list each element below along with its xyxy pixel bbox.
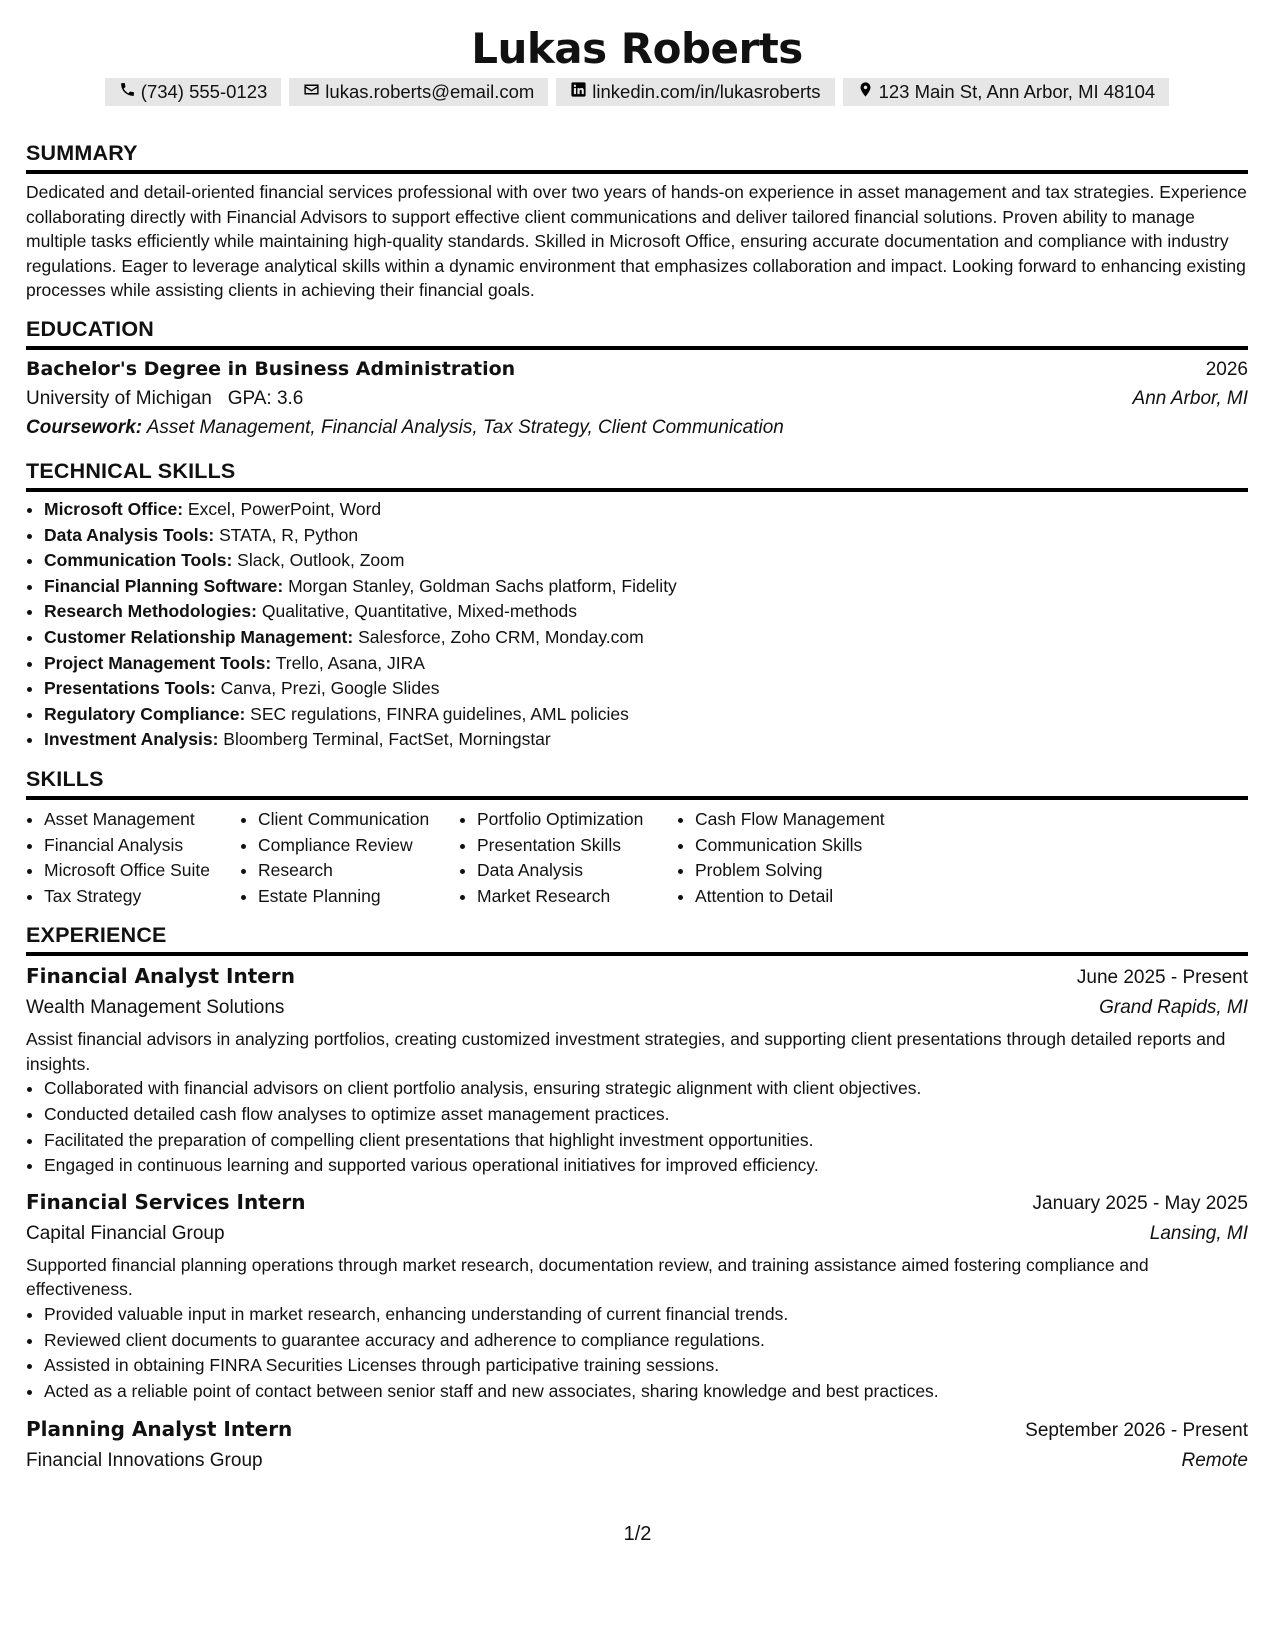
contact-bar	[26, 78, 1248, 106]
coursework-label: Coursework:	[26, 416, 143, 438]
job-location: Lansing, MI	[1149, 1222, 1248, 1244]
list-item: • Estate Planning	[258, 884, 459, 910]
list-item: • Asset Management	[44, 807, 240, 833]
list-item: • Regulatory Compliance: SEC regulations, FINRA guidelines, AML policies	[44, 702, 1248, 728]
list-item: • Compliance Review	[258, 833, 459, 859]
address-text: 123 Main St, Ann Arbor, MI 48104	[878, 81, 1156, 102]
list-item: • Project Management Tools: Trello, Asana, JIRA	[44, 651, 1248, 677]
list-item: • Financial Analysis	[44, 833, 240, 859]
list-item: • Reviewed client documents to guarantee accuracy and adherence to compliance regulations.	[44, 1328, 1248, 1354]
list-item: • Communication Tools: Slack, Outlook, Zoom	[44, 548, 1248, 574]
summary-section	[26, 140, 1248, 303]
location-pin-icon	[857, 78, 874, 106]
job-location: Remote	[1181, 1450, 1248, 1472]
job-description: Supported financial planning operations through market research, documentation review, and training assistance aimed fostering compliance and effectiveness.	[26, 1254, 1149, 1300]
phone-icon	[119, 78, 136, 106]
skills-grid	[26, 807, 1248, 909]
technical-skills-heading: TECHNICAL SKILLS	[26, 458, 1248, 492]
coursework-line	[26, 413, 1248, 442]
list-item: • Provided valuable input in market research, enhancing understanding of current financial trends.	[44, 1302, 1248, 1328]
education-row-school	[26, 384, 1248, 413]
school-name: University of Michigan	[26, 387, 212, 409]
education-section	[26, 316, 1248, 442]
envelope-icon	[303, 78, 320, 106]
list-item: • Research	[258, 858, 459, 884]
technical-skills-section	[26, 458, 1248, 753]
company-name: Financial Innovations Group	[26, 1450, 263, 1472]
technical-skills-list	[26, 497, 1248, 753]
contact-phone[interactable]	[105, 78, 282, 106]
summary-text: Dedicated and detail-oriented financial services professional with over two years of hands-on experience in asset management and tax strategies. Experience collaborating directly with Financial Advisors to support effective client communications and deliver tailored financial solutions. Proven ability to manage multiple tasks efficiently while maintaining high-quality standards. Skilled in Microsoft Office, ensuring accurate documentation and compliance with industry regulations. Eager to leverage analytical skills within a dynamic environment that emphasizes collaboration and impact. Looking forward to enhancing existing processes while assisting clients in achieving their financial goals.	[26, 182, 1247, 301]
job-title: Financial Analyst Intern	[26, 964, 295, 989]
list-item: • Acted as a reliable point of contact between senior staff and new associates, sharing knowledge and best practices.	[44, 1379, 1248, 1405]
job-title: Financial Services Intern	[26, 1189, 306, 1214]
experience-section	[26, 922, 1248, 1476]
resume-page	[26, 0, 1248, 1476]
job-description: Assist financial advisors in analyzing portfolios, creating customized investment strategies, and supporting client presentations through detailed reports and insights.	[26, 1029, 1226, 1074]
list-item: • Communication Skills	[695, 833, 935, 859]
skills-column-1	[26, 807, 240, 909]
contact-linkedin[interactable]	[556, 78, 834, 106]
job-bullets	[26, 1302, 1248, 1404]
list-item: • Portfolio Optimization	[477, 807, 677, 833]
education-row-degree	[26, 355, 1248, 384]
graduation-year: 2026	[1205, 358, 1248, 380]
email-text: lukas.roberts@email.com	[325, 81, 535, 102]
school-info	[26, 384, 303, 413]
list-item: • Data Analysis	[477, 858, 677, 884]
list-item: • Facilitated the preparation of compelling client presentations that highlight investment opportunities.	[44, 1128, 1248, 1154]
coursework-list: Asset Management, Financial Analysis, Tax Strategy, Client Communication	[146, 416, 784, 438]
linkedin-text: linkedin.com/in/lukasroberts	[592, 81, 821, 102]
list-item: • Customer Relationship Management: Salesforce, Zoho CRM, Monday.com	[44, 625, 1248, 651]
skills-column-4	[677, 807, 935, 909]
gpa: GPA: 3.6	[227, 387, 304, 409]
degree-title: Bachelor's Degree in Business Administration	[26, 357, 516, 380]
job-entry-1	[26, 961, 1248, 1179]
list-item: • Collaborated with financial advisors on client portfolio analysis, ensuring strategic alignment with client objectives.	[44, 1076, 1248, 1102]
company-name: Wealth Management Solutions	[26, 997, 285, 1019]
list-item: • Microsoft Office Suite	[44, 858, 240, 884]
job-bullets	[26, 1076, 1248, 1178]
summary-heading: SUMMARY	[26, 140, 1248, 174]
skills-column-2	[240, 807, 459, 909]
job-entry-3	[26, 1414, 1248, 1476]
job-dates: June 2025 - Present	[1076, 967, 1248, 989]
job-location: Grand Rapids, MI	[1099, 997, 1248, 1019]
contact-email[interactable]	[289, 78, 548, 106]
company-name: Capital Financial Group	[26, 1222, 225, 1244]
list-item: • Client Communication	[258, 807, 459, 833]
linkedin-icon	[570, 78, 587, 106]
list-item: • Presentations Tools: Canva, Prezi, Google Slides	[44, 676, 1248, 702]
list-item: • Investment Analysis: Bloomberg Terminal, FactSet, Morningstar	[44, 727, 1248, 753]
skills-column-3	[459, 807, 677, 909]
candidate-name: Lukas Roberts	[471, 24, 803, 73]
phone-text: (734) 555-0123	[140, 81, 268, 102]
list-item: • Attention to Detail	[695, 884, 935, 910]
list-item: • Presentation Skills	[477, 833, 677, 859]
page-number: 1/2	[623, 1523, 652, 1545]
list-item: • Assisted in obtaining FINRA Securities Licenses through participative training sessions.	[44, 1353, 1248, 1379]
list-item: • Conducted detailed cash flow analyses to optimize asset management practices.	[44, 1102, 1248, 1128]
job-dates: September 2026 - Present	[1025, 1420, 1248, 1442]
list-item: • Tax Strategy	[44, 884, 240, 910]
contact-address	[843, 78, 1170, 106]
job-title: Planning Analyst Intern	[26, 1417, 293, 1442]
skills-heading: SKILLS	[26, 766, 1248, 800]
list-item: • Microsoft Office: Excel, PowerPoint, Word	[44, 497, 1248, 523]
job-dates: January 2025 - May 2025	[1032, 1192, 1248, 1214]
list-item: • Financial Planning Software: Morgan Stanley, Goldman Sachs platform, Fidelity	[44, 574, 1248, 600]
skills-section	[26, 766, 1248, 909]
list-item: • Cash Flow Management	[695, 807, 935, 833]
experience-heading: EXPERIENCE	[26, 922, 1248, 956]
list-item: • Engaged in continuous learning and supported various operational initiatives for improved efficiency.	[44, 1153, 1248, 1179]
education-heading: EDUCATION	[26, 316, 1248, 350]
list-item: • Market Research	[477, 884, 677, 910]
list-item: • Research Methodologies: Qualitative, Quantitative, Mixed-methods	[44, 599, 1248, 625]
list-item: • Data Analysis Tools: STATA, R, Python	[44, 523, 1248, 549]
school-location: Ann Arbor, MI	[1132, 387, 1248, 409]
job-entry-2	[26, 1187, 1248, 1405]
list-item: • Problem Solving	[695, 858, 935, 884]
